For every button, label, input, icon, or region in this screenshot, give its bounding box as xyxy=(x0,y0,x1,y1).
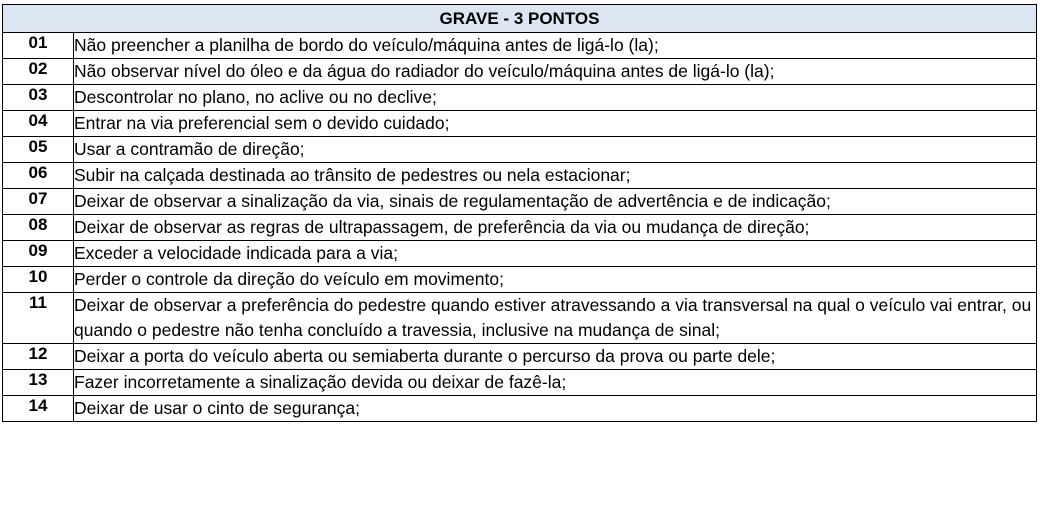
item-number: 07 xyxy=(3,189,74,215)
item-number: 08 xyxy=(3,215,74,241)
table-row xyxy=(3,59,1037,85)
item-number: 10 xyxy=(3,267,74,293)
table-row xyxy=(3,163,1037,189)
item-description: Não preencher a planilha de bordo do veículo/máquina antes de ligá-lo (la); xyxy=(74,33,1037,59)
table-row xyxy=(3,189,1037,215)
table-body xyxy=(3,33,1037,422)
item-description: Descontrolar no plano, no aclive ou no declive; xyxy=(74,85,1037,111)
table-header-row xyxy=(3,5,1037,33)
table-title: GRAVE - 3 PONTOS xyxy=(3,5,1037,33)
item-number: 11 xyxy=(3,293,74,344)
table-row xyxy=(3,33,1037,59)
item-description: Usar a contramão de direção; xyxy=(74,137,1037,163)
table-row xyxy=(3,370,1037,396)
item-description: Subir na calçada destinada ao trânsito de pedestres ou nela estacionar; xyxy=(74,163,1037,189)
table-row xyxy=(3,344,1037,370)
item-number: 04 xyxy=(3,111,74,137)
table-row xyxy=(3,111,1037,137)
item-number: 01 xyxy=(3,33,74,59)
item-description: Entrar na via preferencial sem o devido cuidado; xyxy=(74,111,1037,137)
table-row xyxy=(3,137,1037,163)
item-description: Não observar nível do óleo e da água do radiador do veículo/máquina antes de ligá-lo (la); xyxy=(74,59,1037,85)
item-number: 12 xyxy=(3,344,74,370)
item-number: 14 xyxy=(3,396,74,422)
infractions-table xyxy=(2,4,1037,422)
item-number: 13 xyxy=(3,370,74,396)
item-number: 02 xyxy=(3,59,74,85)
item-description: Deixar de usar o cinto de segurança; xyxy=(74,396,1037,422)
item-number: 09 xyxy=(3,241,74,267)
table-row xyxy=(3,241,1037,267)
item-description: Deixar a porta do veículo aberta ou semiaberta durante o percurso da prova ou parte dele; xyxy=(74,344,1037,370)
item-number: 03 xyxy=(3,85,74,111)
item-description: Exceder a velocidade indicada para a via; xyxy=(74,241,1037,267)
item-number: 06 xyxy=(3,163,74,189)
item-description: Fazer incorretamente a sinalização devida ou deixar de fazê-la; xyxy=(74,370,1037,396)
item-number: 05 xyxy=(3,137,74,163)
table-row xyxy=(3,85,1037,111)
item-description: Deixar de observar as regras de ultrapassagem, de preferência da via ou mudança de direção; xyxy=(74,215,1037,241)
item-description: Deixar de observar a preferência do pedestre quando estiver atravessando a via transversal na qual o veículo vai entrar, ou quando o pedestre não tenha concluído a travessia, inclusive na mudança de sinal; xyxy=(74,293,1037,344)
table-row xyxy=(3,293,1037,344)
item-description: Perder o controle da direção do veículo em movimento; xyxy=(74,267,1037,293)
table-row xyxy=(3,396,1037,422)
item-description: Deixar de observar a sinalização da via, sinais de regulamentação de advertência e de indicação; xyxy=(74,189,1037,215)
table-row xyxy=(3,267,1037,293)
table-row xyxy=(3,215,1037,241)
